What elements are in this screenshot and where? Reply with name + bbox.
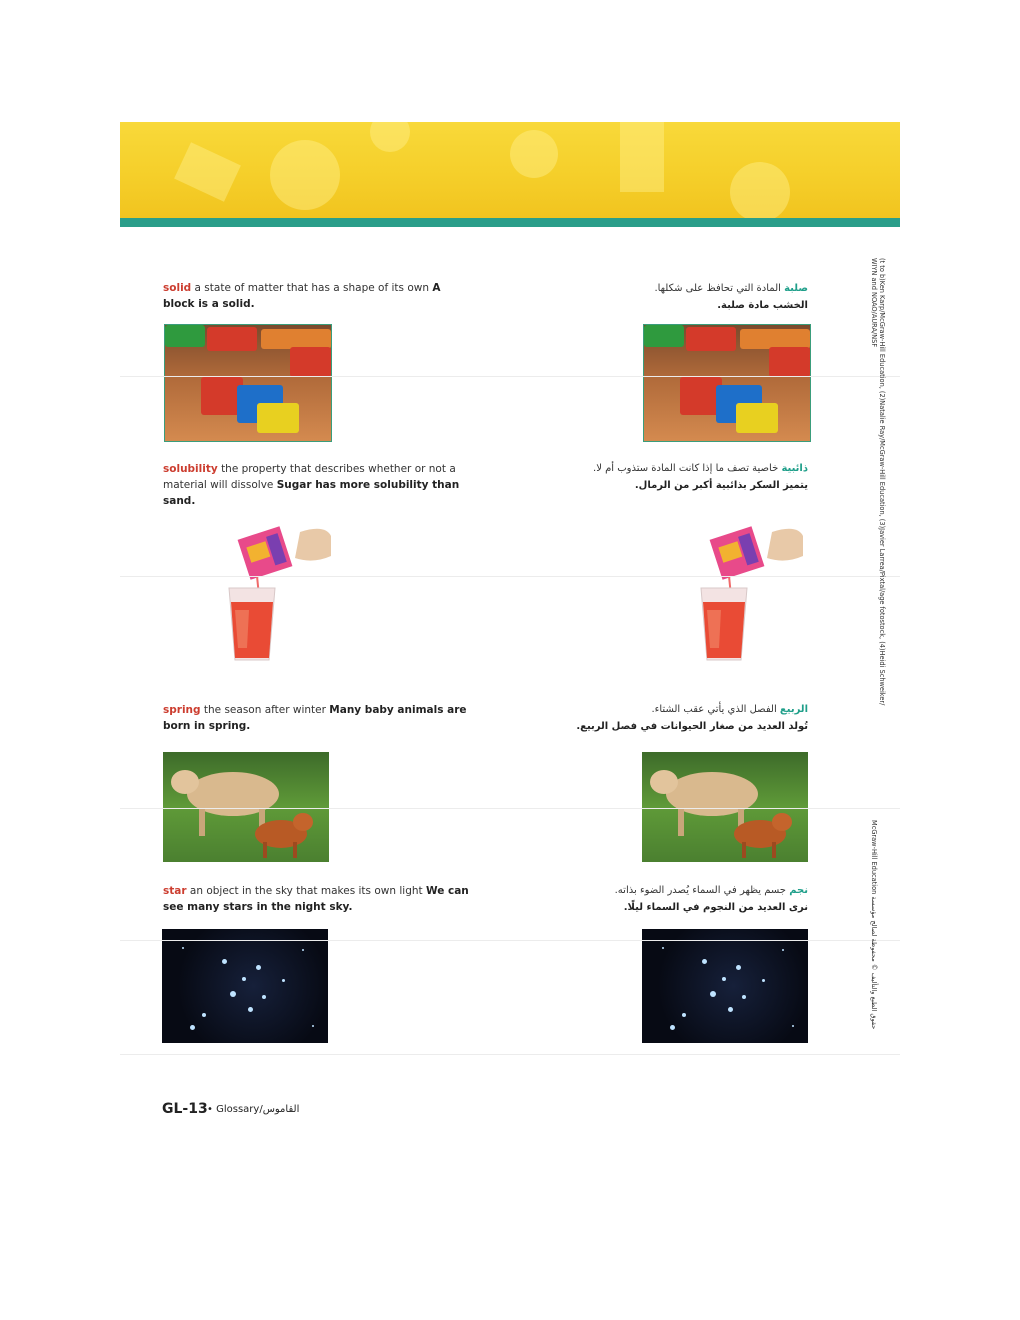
star-cluster-photo: [642, 929, 808, 1043]
term-definition: المادة التي تحافظ على شكلها.: [654, 283, 781, 294]
entry-star-english: [163, 883, 473, 915]
page-code: GL-13: [162, 1101, 208, 1117]
entry-spring-english: [163, 702, 473, 734]
term-definition: جسم يظهر في السماء يُصدر الضوء بذاته.: [614, 885, 786, 896]
term-definition: خاصية تصف ما إذا كانت المادة ستذوب أم لا.: [593, 463, 779, 474]
entry-solubility-arabic: [540, 460, 808, 494]
divider: [120, 376, 900, 377]
term-word: ذائبية: [781, 463, 808, 474]
credit-line-2: WIYN and NOAO/AURA/NSF: [870, 258, 878, 348]
divider: [120, 940, 900, 941]
term-word: star: [163, 885, 187, 897]
drink-mix-photo: [225, 518, 385, 673]
term-example: الخشب مادة صلبة.: [717, 300, 808, 311]
term-definition: an object in the sky that makes its own light: [189, 885, 423, 897]
entry-solid-arabic: [540, 280, 808, 314]
star-cluster-photo: [162, 929, 328, 1043]
term-word: صلبة: [784, 283, 808, 294]
term-definition: the season after winter: [203, 704, 326, 716]
entry-star-arabic: [540, 882, 808, 916]
term-definition: the property that describes whether or not a material will dissolve: [163, 463, 456, 491]
entry-solid-english: [163, 280, 473, 312]
term-example: Sugar has more solubility than sand.: [163, 479, 460, 507]
term-definition: a state of matter that has a shape of its own: [194, 282, 430, 294]
divider: [120, 1054, 900, 1055]
page-number: [162, 1101, 208, 1117]
term-word: solubility: [163, 463, 218, 475]
entry-solubility-english: [163, 461, 473, 509]
banner-stripe: [120, 218, 900, 227]
divider: [120, 576, 900, 577]
copyright-notice: McGraw-Hill Education حقوق الطبع والتأليف © محفوظة لصالح مؤسسة: [870, 820, 878, 1030]
term-definition: الفصل الذي يأتي عقب الشتاء.: [651, 704, 777, 715]
footer-separator: •: [207, 1104, 213, 1115]
term-example: تُولد العديد من صغار الحيوانات في فصل الربيع.: [576, 721, 808, 732]
term-example: A block is a solid.: [163, 282, 441, 310]
term-example: نرى العديد من النجوم في السماء ليلًا.: [623, 902, 808, 913]
drink-mix-photo: [697, 518, 857, 673]
credit-line-1: (t to b)Ken Karp/McGraw-Hill Education, (2)Natalie Ray/McGraw-Hill Education, (3)Javier Larrea/Pixtal/age fotostock, (4)Heidi Schweiker/: [878, 258, 886, 706]
term-word: spring: [163, 704, 201, 716]
header-banner: [120, 122, 900, 218]
footer-section-name: Glossary/القاموس: [216, 1104, 300, 1115]
term-word: solid: [163, 282, 192, 294]
cow-and-calf-photo: [642, 752, 808, 862]
divider: [120, 808, 900, 809]
term-example: Many baby animals are born in spring.: [163, 704, 467, 732]
term-word: نجم: [789, 885, 808, 896]
entry-spring-arabic: [540, 701, 808, 735]
wooden-blocks-photo: [643, 324, 811, 442]
term-example: We can see many stars in the night sky.: [163, 885, 469, 913]
term-example: يتميز السكر بذائبية أكبر من الرمال.: [634, 480, 808, 491]
footer-section: [207, 1104, 299, 1115]
wooden-blocks-photo: [164, 324, 332, 442]
cow-and-calf-photo: [163, 752, 329, 862]
term-word: الربيع: [779, 704, 808, 715]
